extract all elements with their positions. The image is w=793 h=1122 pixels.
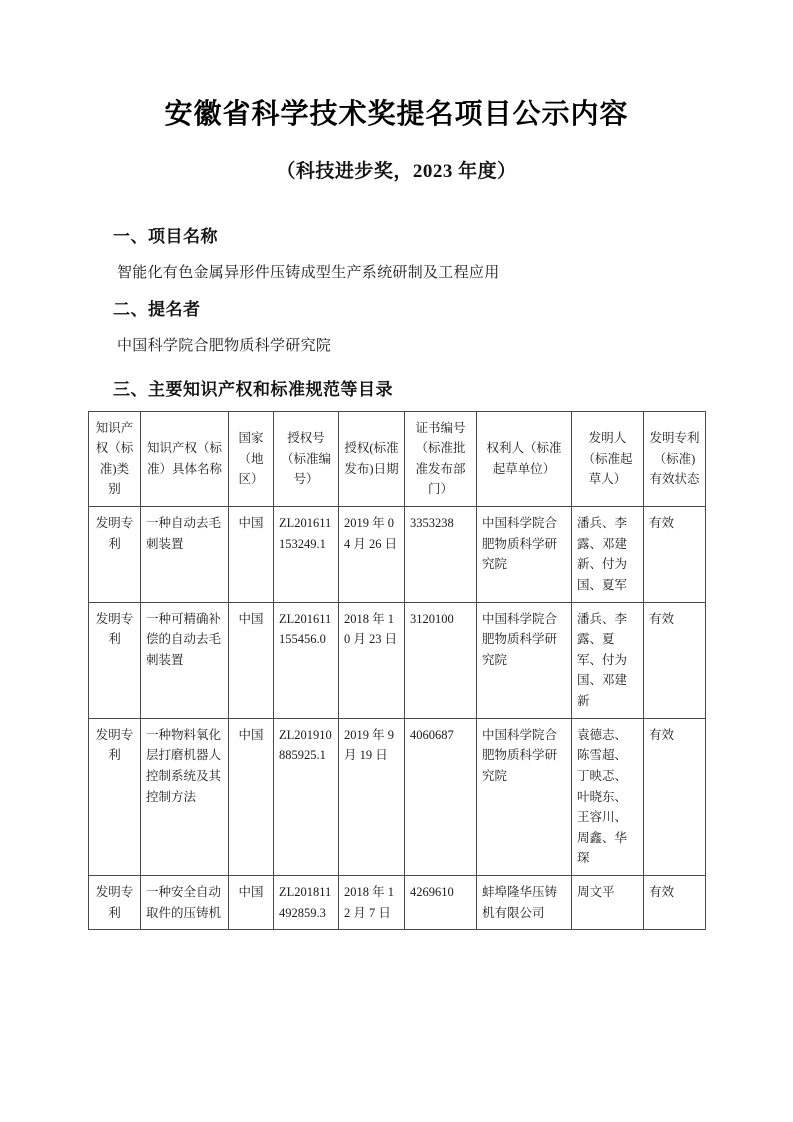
ip-table-container: [0, 400, 793, 931]
cell-inventors: 潘兵、李露、夏军、付为国、邓建新: [572, 602, 644, 718]
cell-grant-number: ZL201910885925.1: [274, 718, 339, 875]
cell-ip-type: 发明专利: [89, 602, 141, 718]
cell-status: 有效: [644, 876, 706, 930]
cell-inventors: 袁德志、陈雪超、丁映忑、叶晓东、王容川、周鑫、华琛: [572, 718, 644, 875]
cell-owner: 中国科学院合肥物质科学研究院: [477, 602, 572, 718]
intellectual-property-table: [88, 411, 706, 931]
table-row: [89, 602, 706, 718]
cell-grant-number: ZL201611153249.1: [274, 507, 339, 603]
table-header-row: [89, 411, 706, 507]
table-row: [89, 718, 706, 875]
col-header-grant-number: 授权号（标准编号）: [274, 411, 339, 507]
cell-grant-date: 2019 年 9 月 19 日: [339, 718, 405, 875]
section-heading-ip-list: 三、主要知识产权和标准规范等目录: [113, 379, 393, 399]
col-header-inventors: 发明人（标准起草人）: [572, 411, 644, 507]
col-header-owner: 权利人（标准起草单位）: [477, 411, 572, 507]
col-header-status: 发明专利（标准)有效状态: [644, 411, 706, 507]
cell-owner: 中国科学院合肥物质科学研究院: [477, 718, 572, 875]
cell-cert-number: 4269610: [405, 876, 477, 930]
cell-cert-number: 4060687: [405, 718, 477, 875]
page-title: 安徽省科学技术奖提名项目公示内容: [164, 98, 629, 129]
section-heading-nominator: 二、提名者: [113, 299, 201, 319]
col-header-cert-number: 证书编号（标准批准发布部门）: [405, 411, 477, 507]
section-heading-project-name: 一、项目名称: [113, 226, 218, 246]
cell-ip-name: 一种安全自动取件的压铸机: [141, 876, 229, 930]
cell-cert-number: 3120100: [405, 602, 477, 718]
cell-ip-name: 一种可精确补偿的自动去毛刺装置: [141, 602, 229, 718]
cell-ip-name: 一种物料氧化层打磨机器人控制系统及其控制方法: [141, 718, 229, 875]
cell-country: 中国: [229, 602, 274, 718]
cell-grant-date: 2018 年 10 月 23 日: [339, 602, 405, 718]
cell-grant-date: 2018 年 12 月 7 日: [339, 876, 405, 930]
cell-ip-type: 发明专利: [89, 876, 141, 930]
cell-grant-number: ZL201611155456.0: [274, 602, 339, 718]
section-body-nominator: 中国科学院合肥物质科学研究院: [117, 337, 332, 354]
cell-owner: 中国科学院合肥物质科学研究院: [477, 507, 572, 603]
col-header-ip-name: 知识产权（标准）具体名称: [141, 411, 229, 507]
cell-inventors: 周文平: [572, 876, 644, 930]
section-body-project-name: 智能化有色金属异形件压铸成型生产系统研制及工程应用: [117, 264, 500, 281]
cell-ip-type: 发明专利: [89, 718, 141, 875]
table-row: [89, 507, 706, 603]
table-row: [89, 876, 706, 930]
col-header-ip-type: 知识产权（标准)类别: [89, 411, 141, 507]
cell-inventors: 潘兵、李露、邓建新、付为国、夏军: [572, 507, 644, 603]
col-header-country: 国家（地区）: [229, 411, 274, 507]
cell-owner: 蚌埠隆华压铸机有限公司: [477, 876, 572, 930]
page-subtitle: （科技进步奖，2023 年度）: [276, 160, 517, 182]
cell-status: 有效: [644, 718, 706, 875]
cell-ip-type: 发明专利: [89, 507, 141, 603]
cell-status: 有效: [644, 602, 706, 718]
cell-status: 有效: [644, 507, 706, 603]
document-body: [0, 183, 793, 400]
col-header-grant-date: 授权(标准发布)日期: [339, 411, 405, 507]
cell-country: 中国: [229, 507, 274, 603]
cell-country: 中国: [229, 876, 274, 930]
cell-ip-name: 一种自动去毛刺装置: [141, 507, 229, 603]
cell-grant-date: 2019 年 04 月 26 日: [339, 507, 405, 603]
cell-cert-number: 3353238: [405, 507, 477, 603]
cell-country: 中国: [229, 718, 274, 875]
cell-grant-number: ZL201811492859.3: [274, 876, 339, 930]
